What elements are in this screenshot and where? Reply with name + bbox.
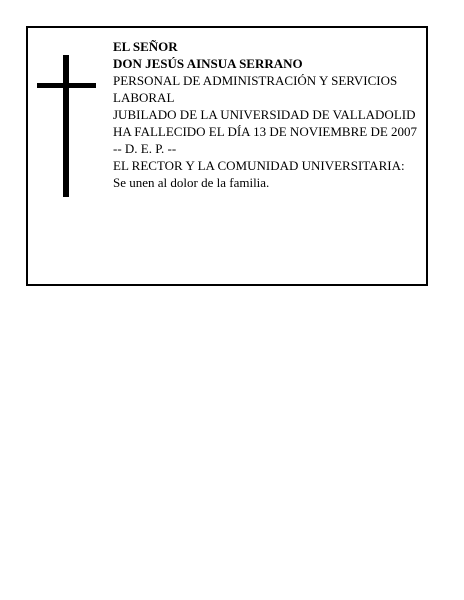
condolence-line: Se unen al dolor de la familia. xyxy=(113,175,270,190)
retired-line: JUBILADO DE LA UNIVERSIDAD DE VALLADOLID xyxy=(113,107,416,122)
obituary-text xyxy=(113,38,425,191)
cross-icon-horizontal-bar xyxy=(37,83,96,88)
title-line-1: EL SEÑOR xyxy=(113,39,178,54)
deceased-name: DON JESÚS AINSUA SERRANO xyxy=(113,56,303,71)
rip-line: -- D. E. P. -- xyxy=(113,141,177,156)
position-line: PERSONAL DE ADMINISTRACIÓN Y SERVICIOS LABORAL xyxy=(113,73,398,105)
from-line: EL RECTOR Y LA COMUNIDAD UNIVERSITARIA: xyxy=(113,158,405,173)
cross-icon-vertical-bar xyxy=(63,55,69,197)
passed-away-line: HA FALLECIDO EL DÍA 13 DE NOVIEMBRE DE 2007 xyxy=(113,124,418,139)
